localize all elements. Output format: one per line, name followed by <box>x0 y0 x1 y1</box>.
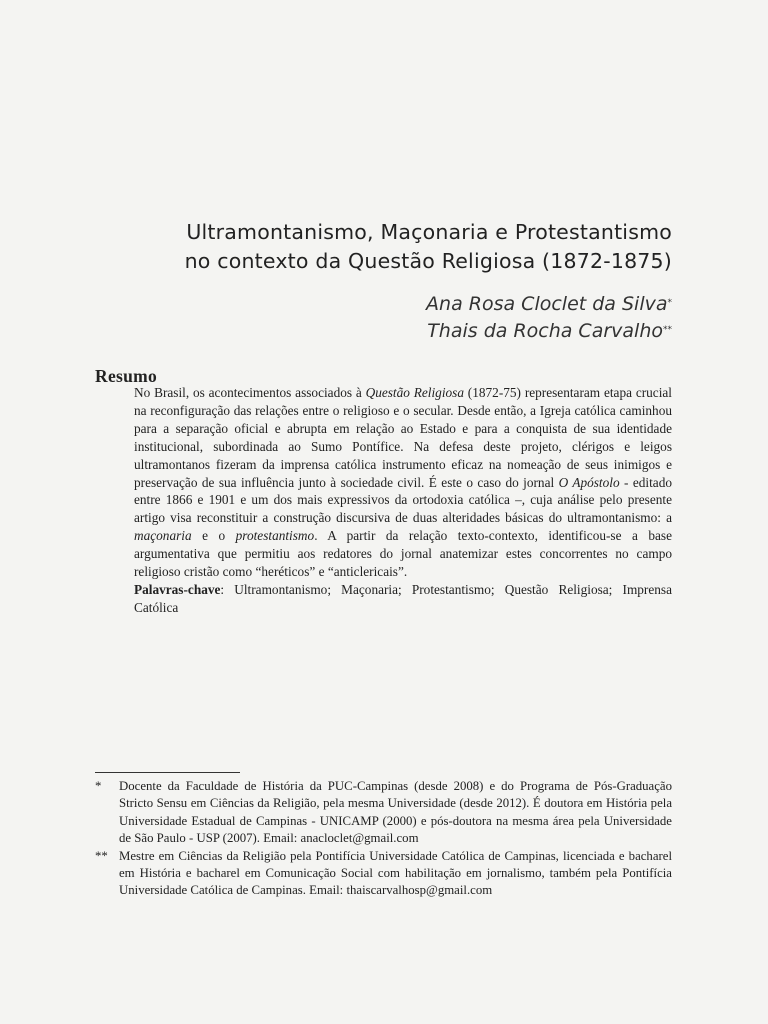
footnote-2-text: Mestre em Ciências da Religião pela Pontifícia Universidade Católica de Campinas, licenciada e bacharel em História e bacharel em Comunicação Social com habilitação em jornalismo, também pela Pontifícia Universidade Católica de Campinas. Email: thaiscarvalhosp@gmail.com <box>119 848 672 898</box>
author-2-name: Thais da Rocha Carvalho <box>427 320 663 342</box>
author-1 <box>300 291 672 318</box>
abstract-text-5: . A partir da relação texto-contexto, identificou-se a base argumentativa que permitiu aos redatores do jornal anatemizar estes concorrentes no campo religioso cristão como “heréticos” e “anticlericais”. <box>134 528 672 580</box>
footnote-1-mark: * <box>95 779 102 793</box>
footnote-2-mark: ** <box>95 848 108 863</box>
author-1-footnote-mark: * <box>667 298 672 308</box>
footnote-1-text: Docente da Faculdade de História da PUC-Campinas (desde 2008) e do Programa de Pós-Graduação Stricto Sensu em Ciências da Religião, pela mesma Universidade (desde 2012). É doutora em História pela Universidade Estadual de Campinas - UNICAMP (2000) e pós-doutora na mesma área pela Universidade de São Paulo - USP (2007). Email: anacloclet@gmail.com <box>119 779 672 846</box>
footnotes <box>95 778 672 900</box>
abstract-text-1: No Brasil, os acontecimentos associados à <box>134 385 366 400</box>
abstract-italic-maconaria: maçonaria <box>134 528 192 544</box>
abstract-text-4: e o <box>191 528 236 544</box>
footnote-1 <box>95 778 672 848</box>
abstract-italic-protestantismo: protestantismo <box>235 528 315 544</box>
author-list <box>300 291 672 345</box>
abstract-text-2: (1872-75) representaram etapa crucial na reconfiguração das relações entre o religioso e o secular. Desde então, a Igreja católica caminhou para a separação oficial e abrupta em relação ao Estado e para a conquista de sua identidade institucional, subordinada ao Sumo Pontífice. Na defesa deste projeto, clérigos e leigos ultramontanos fizeram da imprensa católica instrumento eficaz na nomeação de seus inimigos e preservação de sua influência junto à sociedade civil. É este o caso do jornal <box>134 385 672 490</box>
keywords-text: : Ultramontanismo; Maçonaria; Protestantismo; Questão Religiosa; Imprensa Católica <box>134 581 672 615</box>
author-1-name: Ana Rosa Cloclet da Silva <box>426 293 668 315</box>
keywords <box>134 581 672 617</box>
keywords-label: Palavras-chave <box>134 581 221 597</box>
author-2 <box>300 318 672 345</box>
abstract-paragraph <box>134 384 672 581</box>
title-line-2: no contexto da Questão Religiosa (1872-1875) <box>184 249 672 273</box>
abstract-italic-apostolo: O Apóstolo <box>558 474 620 490</box>
abstract-italic-questao: Questão Religiosa <box>365 385 464 400</box>
author-2-footnote-mark: ** <box>663 325 672 335</box>
title-line-1: Ultramontanismo, Maçonaria e Protestantismo <box>186 220 672 244</box>
abstract-text-3: - editado entre 1866 e 1901 e um dos mais expressivos da ortodoxia católica –, cuja análise pelo presente artigo visa reconstituir a construção discursiva de duas alteridades básicas do ultramontanismo: a <box>134 474 672 526</box>
abstract-heading: Resumo <box>95 366 158 386</box>
footnote-2 <box>95 848 672 900</box>
footnote-divider <box>95 772 240 773</box>
article-title <box>95 218 672 276</box>
abstract-body <box>134 384 672 617</box>
